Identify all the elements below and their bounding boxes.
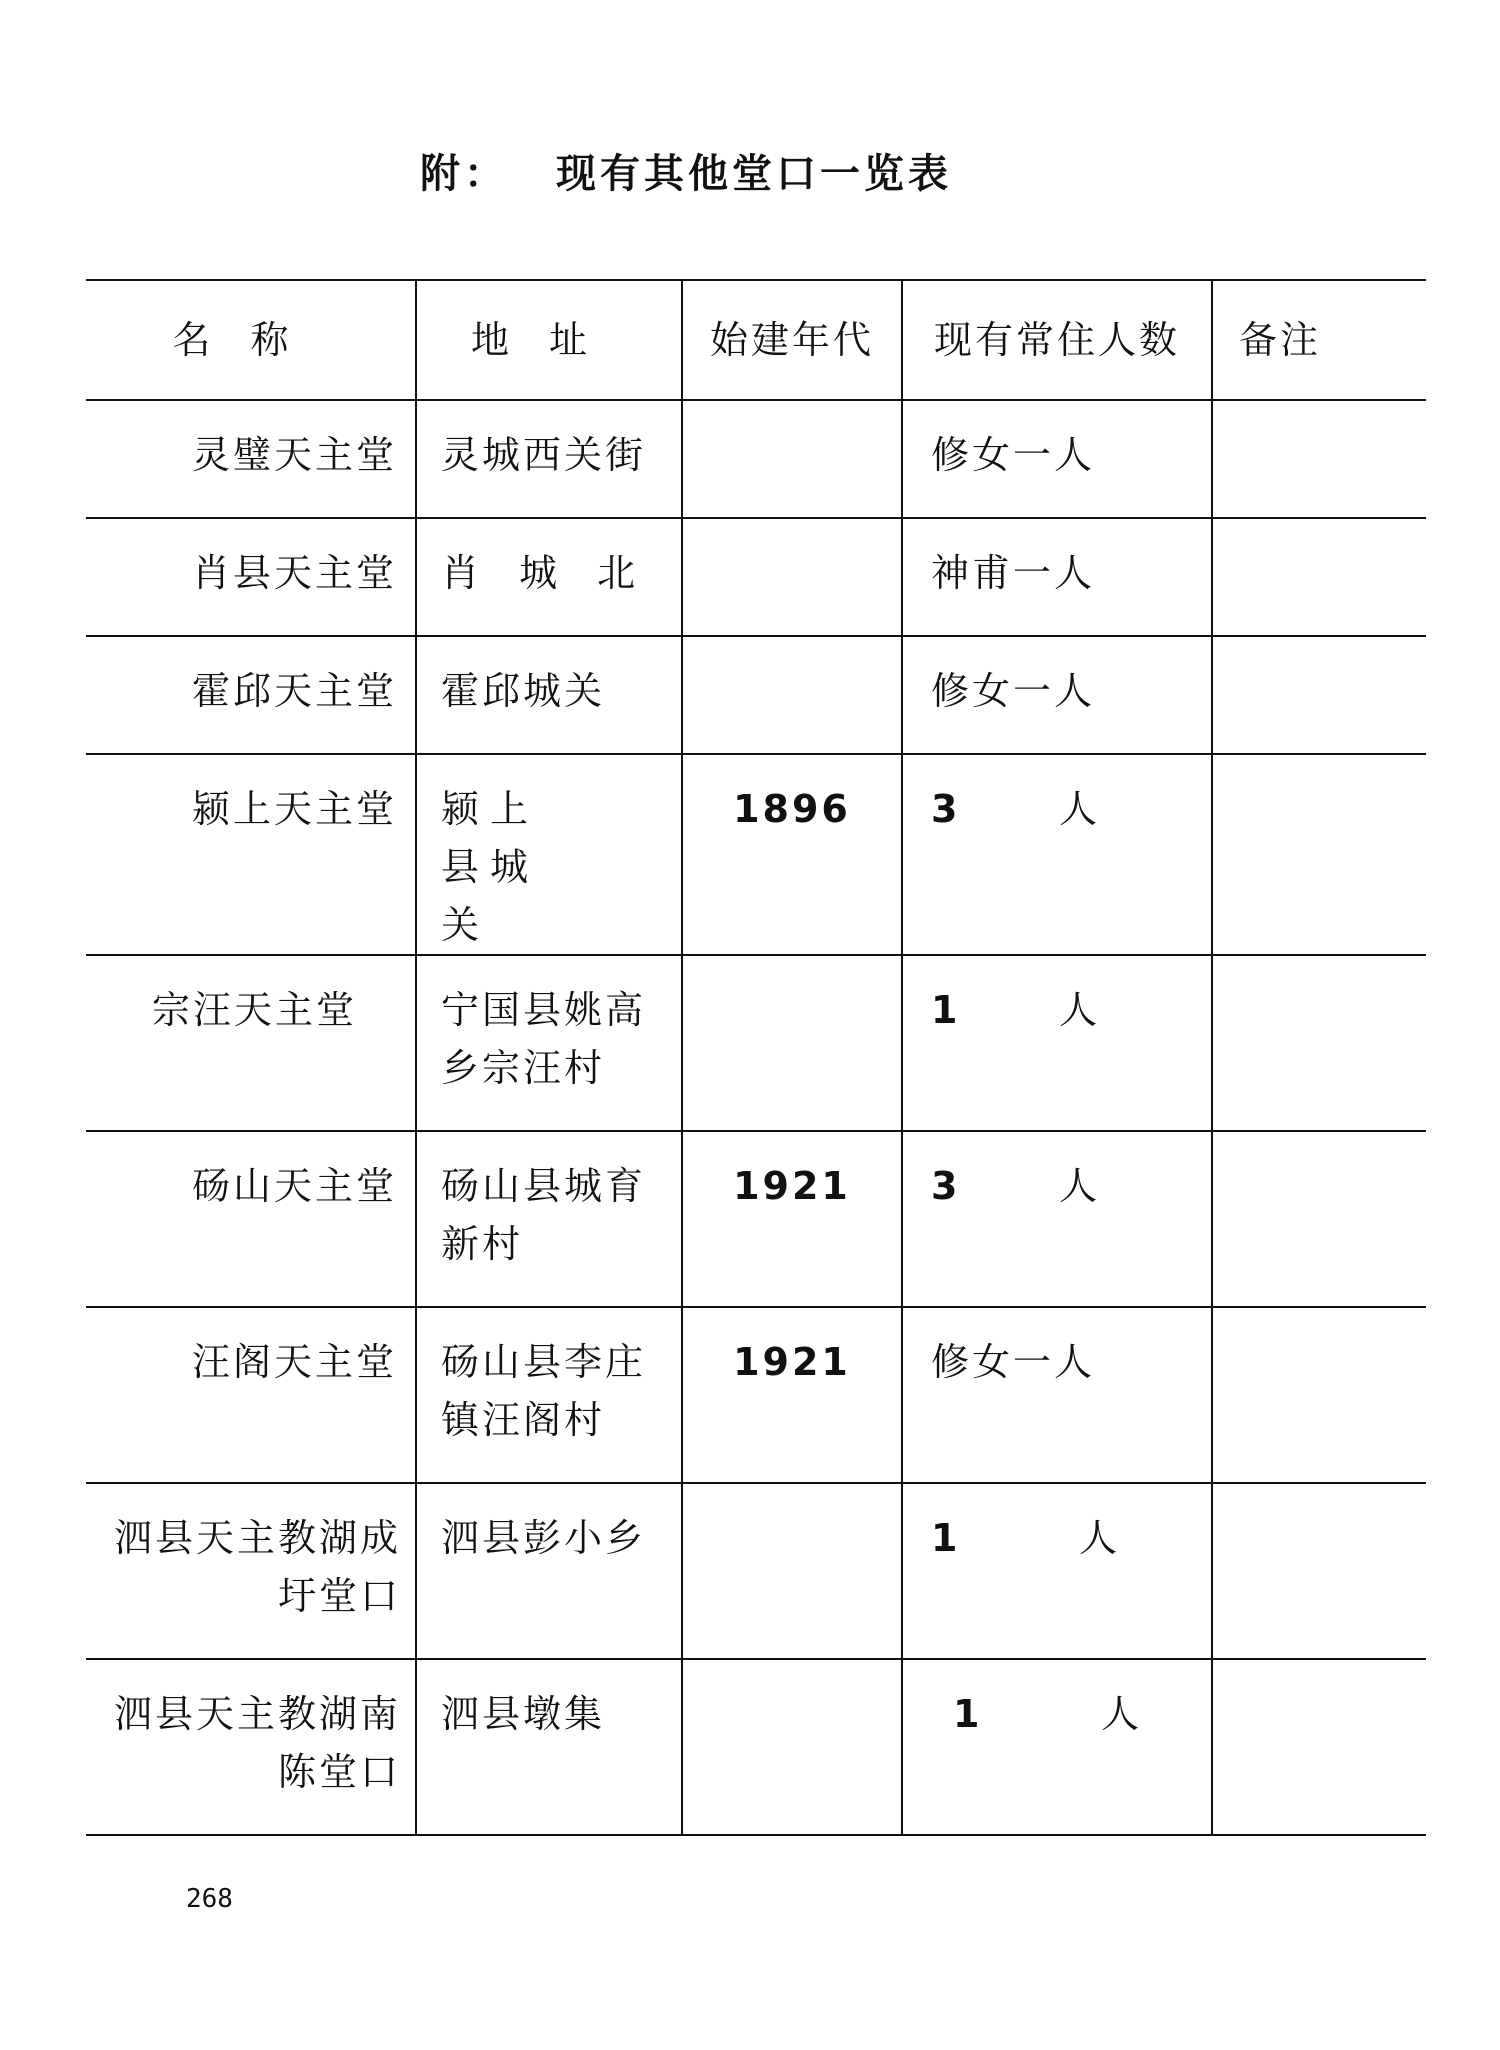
cell-residents (902, 1483, 1212, 1659)
table-row (86, 754, 1426, 955)
cell-residents (902, 955, 1212, 1131)
table-row (86, 1131, 1426, 1307)
header-name: 名称 (86, 280, 416, 400)
residents-number: 3 (931, 787, 961, 831)
residents-unit: 人 (1059, 988, 1101, 1032)
cell-year: 1921 (682, 1131, 902, 1307)
cell-residents (902, 1659, 1212, 1835)
residents-number: 1 (931, 1516, 961, 1560)
cell-year (682, 400, 902, 518)
cell-year (682, 955, 902, 1131)
residents-unit: 人 (1079, 1516, 1121, 1560)
header-residents: 现有常住人数 (902, 280, 1212, 400)
cell-name: 砀山天主堂 (86, 1131, 416, 1307)
cell-residents: 修女一人 (902, 400, 1212, 518)
cell-name: 宗汪天主堂 (86, 955, 416, 1131)
cell-residents: 修女一人 (902, 1307, 1212, 1483)
cell-name: 霍邱天主堂 (86, 636, 416, 754)
cell-address: 砀山县城育新村 (416, 1131, 682, 1307)
cell-address: 泗县彭小乡 (416, 1483, 682, 1659)
cell-notes (1212, 955, 1426, 1131)
cell-address: 霍邱城关 (416, 636, 682, 754)
header-year-built: 始建年代 (682, 280, 902, 400)
header-address: 地址 (416, 280, 682, 400)
cell-address: 泗县墩集 (416, 1659, 682, 1835)
cell-address: 宁国县姚高乡宗汪村 (416, 955, 682, 1131)
cell-year (682, 636, 902, 754)
cell-notes (1212, 1307, 1426, 1483)
page-title (420, 142, 952, 199)
residents-number: 1 (953, 1692, 983, 1736)
cell-address: 颍上县城关 (416, 754, 682, 955)
residents-unit: 人 (1101, 1692, 1143, 1736)
cell-notes (1212, 636, 1426, 754)
cell-name: 泗县天主教湖成圩堂口 (86, 1483, 416, 1659)
cell-year (682, 518, 902, 636)
cell-name: 汪阁天主堂 (86, 1307, 416, 1483)
table-row (86, 1307, 1426, 1483)
table-row (86, 636, 1426, 754)
cell-address: 灵城西关街 (416, 400, 682, 518)
title-prefix: 附： (420, 151, 508, 197)
cell-notes (1212, 754, 1426, 955)
table-row (86, 1483, 1426, 1659)
header-notes: 备注 (1212, 280, 1426, 400)
residents-number: 3 (931, 1164, 961, 1208)
cell-notes (1212, 1483, 1426, 1659)
table-row (86, 1659, 1426, 1835)
table-row (86, 400, 1426, 518)
cell-residents (902, 1131, 1212, 1307)
cell-name: 肖县天主堂 (86, 518, 416, 636)
header-row (86, 280, 1426, 400)
residents-number: 1 (931, 988, 961, 1032)
cell-name: 泗县天主教湖南陈堂口 (86, 1659, 416, 1835)
cell-year: 1921 (682, 1307, 902, 1483)
cell-notes (1212, 518, 1426, 636)
cell-residents: 神甫一人 (902, 518, 1212, 636)
title-text: 现有其他堂口一览表 (556, 151, 952, 197)
table-row (86, 955, 1426, 1131)
cell-year (682, 1483, 902, 1659)
page-number: 268 (186, 1884, 233, 1914)
cell-notes (1212, 1659, 1426, 1835)
cell-notes (1212, 400, 1426, 518)
cell-year (682, 1659, 902, 1835)
cell-address: 砀山县李庄镇汪阁村 (416, 1307, 682, 1483)
cell-name: 灵璧天主堂 (86, 400, 416, 518)
churches-table (86, 279, 1426, 1836)
cell-year: 1896 (682, 754, 902, 955)
residents-unit: 人 (1059, 787, 1101, 831)
cell-residents: 修女一人 (902, 636, 1212, 754)
cell-address: 肖 城 北 (416, 518, 682, 636)
cell-notes (1212, 1131, 1426, 1307)
table-row (86, 518, 1426, 636)
cell-name: 颍上天主堂 (86, 754, 416, 955)
residents-unit: 人 (1059, 1164, 1101, 1208)
cell-residents (902, 754, 1212, 955)
